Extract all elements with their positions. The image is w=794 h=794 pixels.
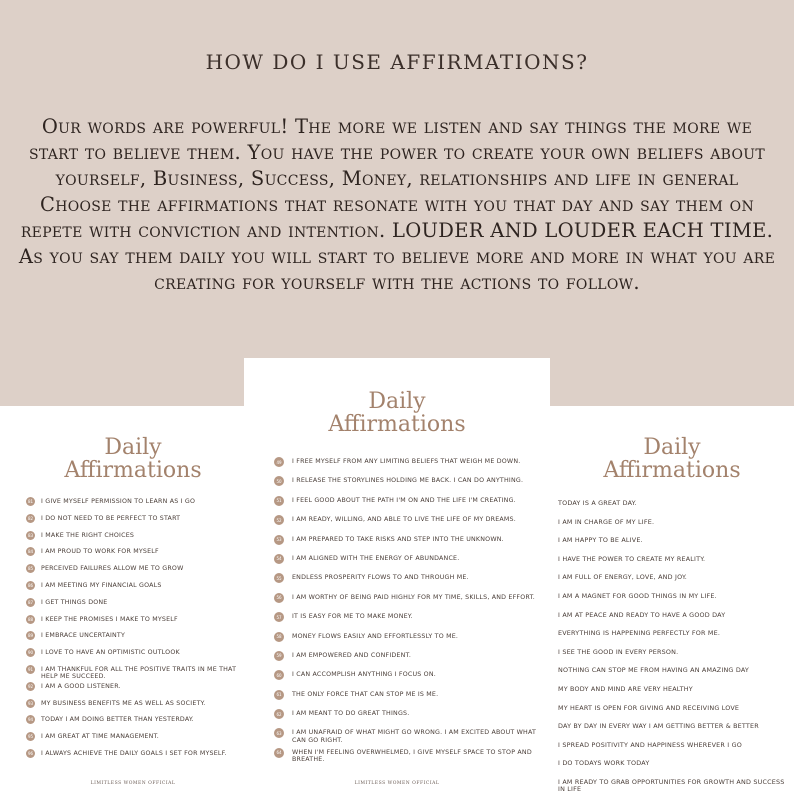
card-title-line1: Daily xyxy=(643,435,701,460)
number-badge: 53 xyxy=(274,535,284,545)
number-badge: 93 xyxy=(27,700,34,706)
card-title-line1: Daily xyxy=(104,435,162,460)
affirmation-text: I LOVE TO HAVE AN OPTIMISTIC OUTLOOK xyxy=(41,649,180,657)
card-title xyxy=(550,436,794,482)
affirmation-text: TODAY IS A GREAT DAY. xyxy=(558,499,637,507)
number-badge: 94 xyxy=(27,717,34,723)
affirmation-text: I KEEP THE PROMISES I MAKE TO MYSELF xyxy=(41,615,178,623)
affirmation-list xyxy=(558,500,790,794)
number-badge: 82 xyxy=(27,515,34,521)
list-item xyxy=(274,729,546,748)
list-item xyxy=(274,477,546,496)
list-item xyxy=(26,498,238,515)
affirmation-text: I AM A GOOD LISTENER. xyxy=(41,682,121,690)
number-badge: 55 xyxy=(274,573,284,583)
list-item xyxy=(274,691,546,710)
affirmations-card-left xyxy=(0,406,244,794)
card-title xyxy=(0,436,266,482)
list-item xyxy=(274,536,546,555)
number-badge: 54 xyxy=(274,554,284,564)
list-item xyxy=(26,733,238,750)
list-item xyxy=(558,760,790,779)
affirmation-text: I GIVE MYSELF PERMISSION TO LEARN AS I GO xyxy=(41,498,196,505)
number-badge: 63 xyxy=(274,728,284,738)
affirmation-text: I RELEASE THE STORYLINES HOLDING ME BACK. I CAN DO ANYTHING. xyxy=(292,477,524,485)
affirmation-list xyxy=(26,498,238,767)
affirmation-text: I GET THINGS DONE xyxy=(41,598,108,606)
list-item xyxy=(558,500,790,519)
number-badge: 87 xyxy=(27,599,34,605)
list-item xyxy=(558,779,790,794)
list-item xyxy=(274,574,546,593)
number-badge: 62 xyxy=(274,709,284,719)
affirmation-text: I DO NOT NEED TO BE PERFECT TO START xyxy=(41,514,181,522)
number-badge: 89 xyxy=(27,633,34,639)
affirmation-text: I AM EMPOWERED AND CONFIDENT. xyxy=(292,651,412,659)
number-badge: 81 xyxy=(27,499,34,504)
affirmation-text: I ALWAYS ACHIEVE THE DAILY GOALS I SET FOR MYSELF. xyxy=(41,749,227,757)
list-item xyxy=(558,742,790,761)
number-badge: 85 xyxy=(27,566,34,572)
affirmation-text: I AM PREPARED TO TAKE RISKS AND STEP INTO THE UNKNOWN. xyxy=(292,535,504,543)
affirmation-text: I HAVE THE POWER TO CREATE MY REALITY. xyxy=(558,554,706,563)
affirmation-text: I EMBRACE UNCERTAINTY xyxy=(41,632,126,640)
list-item xyxy=(558,630,790,649)
list-item xyxy=(26,599,238,616)
number-badge: 60 xyxy=(274,670,284,680)
list-item xyxy=(558,519,790,538)
number-badge: 56 xyxy=(274,593,284,603)
number-badge: 91 xyxy=(27,666,34,672)
number-badge: 64 xyxy=(274,748,284,758)
affirmation-text: MY HEART IS OPEN FOR GIVING AND RECEIVING LOVE xyxy=(558,703,740,712)
affirmations-card-right xyxy=(550,406,794,794)
list-item xyxy=(274,497,546,516)
affirmation-text: NOTHING CAN STOP ME FROM HAVING AN AMAZING DAY xyxy=(558,666,750,675)
list-item xyxy=(274,710,546,729)
hero-body: Our words are powerful! The more we listen and say things the more we start to believe them. You have the power to create your own beliefs about yourself, Business, Success, Money, relationships and life in general Choose the affirmations that resonate with you that day and say them on repete with conviction and intention. LOUDER AND LOUDER EACH TIME. As you say them daily you will start to believe more and more in what you are creating for yourself with the actions to follow. xyxy=(18,115,776,294)
list-item xyxy=(274,749,546,768)
affirmation-text: I FEEL GOOD ABOUT THE PATH I'M ON AND THE LIFE I'M CREATING. xyxy=(292,496,516,504)
list-item xyxy=(558,574,790,593)
number-badge: 84 xyxy=(27,549,34,555)
list-item xyxy=(26,649,238,666)
affirmation-text: I AM MEANT TO DO GREAT THINGS. xyxy=(292,710,410,718)
affirmation-text: I AM A MAGNET FOR GOOD THINGS IN MY LIFE. xyxy=(558,591,717,600)
hero-title: HOW DO I USE AFFIRMATIONS? xyxy=(205,50,589,74)
list-item xyxy=(274,633,546,652)
list-item xyxy=(26,700,238,717)
affirmation-text: I AM PROUD TO WORK FOR MYSELF xyxy=(41,548,159,556)
number-badge: 49 xyxy=(274,457,284,467)
list-item xyxy=(26,666,238,683)
number-badge: 58 xyxy=(274,632,284,642)
list-item xyxy=(274,671,546,690)
card-title-line2: Affirmations xyxy=(64,458,202,484)
list-item xyxy=(274,458,546,477)
list-item xyxy=(26,616,238,633)
affirmation-text: I MAKE THE RIGHT CHOICES xyxy=(41,531,135,539)
list-item xyxy=(26,515,238,532)
affirmation-text: IT IS EASY FOR ME TO MAKE MONEY. xyxy=(292,613,413,621)
card-footer: LIMITLESS WOMEN OFFICIAL xyxy=(90,781,176,786)
number-badge: 95 xyxy=(27,734,34,740)
number-badge: 92 xyxy=(27,683,34,689)
list-item xyxy=(558,723,790,742)
list-item xyxy=(26,548,238,565)
number-badge: 88 xyxy=(27,616,34,622)
affirmation-text: I SEE THE GOOD IN EVERY PERSON. xyxy=(558,647,679,656)
affirmation-text: DAY BY DAY IN EVERY WAY I AM GETTING BETTER & BETTER xyxy=(558,722,759,731)
affirmation-text: I AM HAPPY TO BE ALIVE. xyxy=(558,536,643,545)
affirmation-text: I AM WORTHY OF BEING PAID HIGHLY FOR MY TIME, SKILLS, AND EFFORT. xyxy=(292,593,536,601)
affirmation-text: I AM IN CHARGE OF MY LIFE. xyxy=(558,517,655,526)
affirmation-text: I AM READY TO GRAB OPPORTUNITIES FOR GROWTH AND SUCCESS IN LIFE xyxy=(558,777,785,794)
number-badge: 59 xyxy=(274,651,284,661)
card-title xyxy=(244,390,550,436)
affirmation-text: MONEY FLOWS EASILY AND EFFORTLESSLY TO ME. xyxy=(292,632,459,640)
number-badge: 51 xyxy=(274,496,284,506)
affirmation-text: I AM GREAT AT TIME MANAGEMENT. xyxy=(41,733,160,741)
affirmation-text: I DO TODAYS WORK TODAY xyxy=(558,759,650,768)
list-item xyxy=(26,750,238,767)
affirmation-text: THE ONLY FORCE THAT CAN STOP ME IS ME. xyxy=(292,690,439,698)
list-item xyxy=(558,612,790,631)
list-item xyxy=(558,686,790,705)
number-badge: 90 xyxy=(27,650,34,656)
affirmation-text: I AM ALIGNED WITH THE ENERGY OF ABUNDANCE. xyxy=(292,554,460,562)
affirmation-text: I CAN ACCOMPLISH ANYTHING I FOCUS ON. xyxy=(292,671,436,679)
affirmation-text: MY BODY AND MIND ARE VERY HEALTHY xyxy=(558,684,693,693)
affirmation-text: EVERYTHING IS HAPPENING PERFECTLY FOR ME. xyxy=(558,629,721,638)
affirmation-text: I FREE MYSELF FROM ANY LIMITING BELIEFS THAT WEIGH ME DOWN. xyxy=(292,458,521,465)
list-item xyxy=(274,652,546,671)
affirmation-text: WHEN I'M FEELING OVERWHELMED, I GIVE MYSELF SPACE TO STOP AND BREATHE. xyxy=(292,748,532,764)
list-item xyxy=(274,555,546,574)
affirmation-list xyxy=(274,458,546,768)
card-footer: LIMITLESS WOMEN OFFICIAL xyxy=(354,781,440,786)
affirmations-card-middle xyxy=(244,358,550,794)
list-item xyxy=(26,565,238,582)
affirmation-text: MY BUSINESS BENEFITS ME AS WELL AS SOCIETY. xyxy=(41,699,206,707)
card-title-line1: Daily xyxy=(368,389,426,414)
list-item xyxy=(274,594,546,613)
card-title-line2: Affirmations xyxy=(328,412,466,438)
affirmation-text: I AM READY, WILLING, AND ABLE TO LIVE THE LIFE OF MY DREAMS. xyxy=(292,516,516,524)
list-item xyxy=(26,582,238,599)
number-badge: 61 xyxy=(274,690,284,700)
number-badge: 52 xyxy=(274,515,284,525)
affirmation-text: I SPREAD POSITIVITY AND HAPPINESS WHEREVER I GO xyxy=(558,740,742,749)
list-item xyxy=(26,716,238,733)
list-item xyxy=(26,683,238,700)
list-item xyxy=(558,593,790,612)
list-item xyxy=(558,705,790,724)
number-badge: 96 xyxy=(27,750,34,756)
affirmation-text: I AM FULL OF ENERGY, LOVE, AND JOY. xyxy=(558,573,688,582)
number-badge: 50 xyxy=(274,476,284,486)
card-title-line2: Affirmations xyxy=(603,458,741,484)
list-item xyxy=(558,537,790,556)
list-item xyxy=(274,516,546,535)
list-item xyxy=(558,556,790,575)
list-item xyxy=(274,613,546,632)
affirmation-text: TODAY I AM DOING BETTER THAN YESTERDAY. xyxy=(41,716,194,724)
number-badge: 83 xyxy=(27,532,34,538)
list-item xyxy=(558,667,790,686)
list-item xyxy=(558,649,790,668)
list-item xyxy=(26,532,238,549)
number-badge: 86 xyxy=(27,582,34,588)
affirmation-text: I AM UNAFRAID OF WHAT MIGHT GO WRONG. I AM EXCITED ABOUT WHAT CAN GO RIGHT. xyxy=(292,729,537,744)
affirmation-text: PERCEIVED FAILURES ALLOW ME TO GROW xyxy=(41,565,184,573)
number-badge: 57 xyxy=(274,612,284,622)
list-item xyxy=(26,632,238,649)
affirmation-text: I AM AT PEACE AND READY TO HAVE A GOOD DAY xyxy=(558,610,726,619)
affirmation-text: I AM MEETING MY FINANCIAL GOALS xyxy=(41,581,162,589)
affirmation-text: I AM THANKFUL FOR ALL THE POSITIVE TRAITS IN ME THAT HELP ME SUCCEED. xyxy=(41,665,237,681)
affirmation-text: ENDLESS PROSPERITY FLOWS TO AND THROUGH ME. xyxy=(292,574,469,582)
